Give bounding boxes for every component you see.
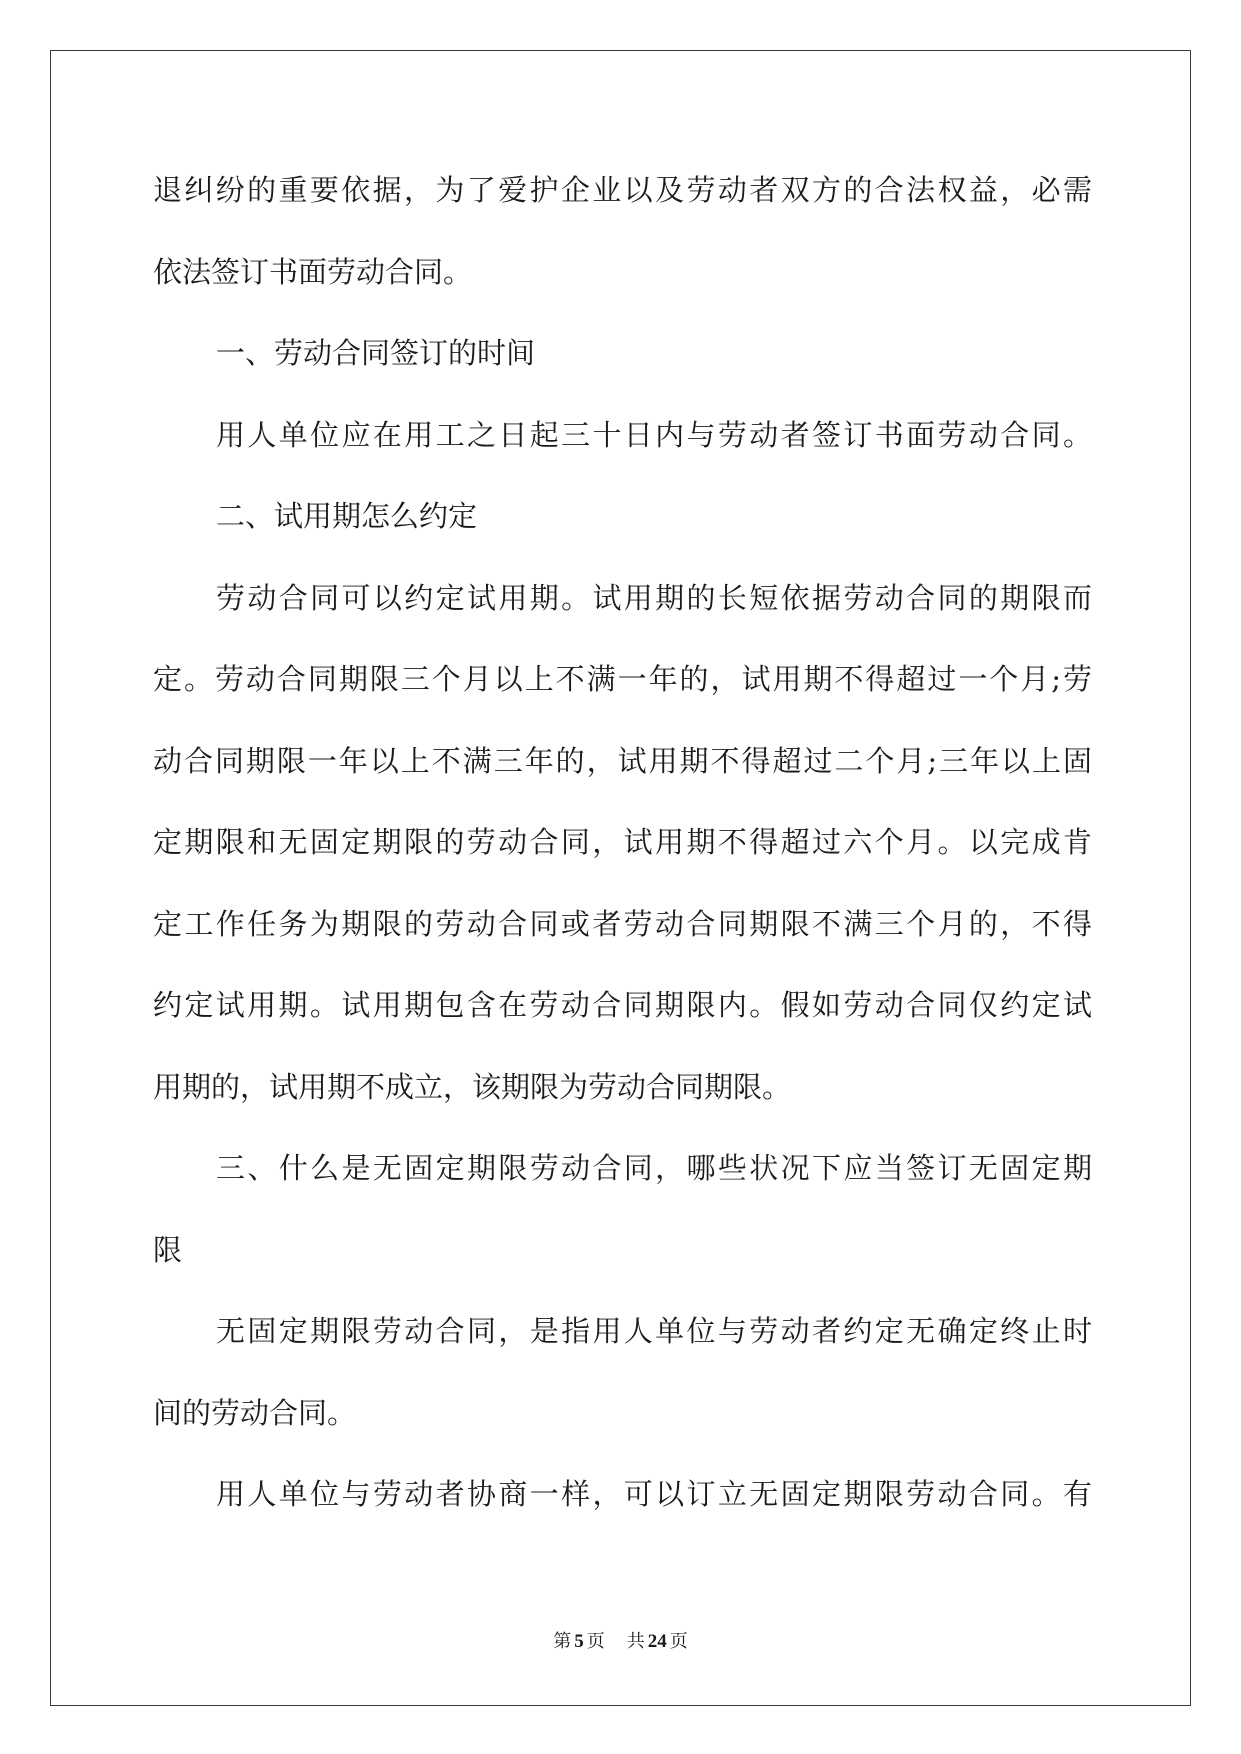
document-body (153, 150, 1092, 1536)
body-text-line: 退纠纷的重要依据，为了爱护企业以及劳动者双方的合法权益，必需 (153, 173, 1092, 207)
current-page-number: 5 (574, 1631, 584, 1652)
body-text-line: 依法签订书面劳动合同。 (153, 254, 473, 289)
page-footer (0, 1628, 1241, 1656)
body-text-line: 无固定期限劳动合同，是指用人单位与劳动者约定无确定终止时 (216, 1314, 1092, 1348)
body-text-line: 动合同期限一年以上不满三年的，试用期不得超过二个月;三年以上固 (153, 743, 1092, 778)
body-text-line: 定工作任务为期限的劳动合同或者劳动合同期限不满三个月的，不得 (153, 906, 1092, 941)
body-text-line: 用期的，试用期不成立，该期限为劳动合同期限。 (153, 1069, 792, 1104)
body-text-line: 用人单位应在用工之日起三十日内与劳动者签订书面劳动合同。 (216, 417, 1092, 452)
total-pages-prefix: 共 (626, 1631, 645, 1652)
page-number-suffix: 页 (586, 1631, 605, 1652)
body-text-line: 定期限和无固定期限的劳动合同，试用期不得超过六个月。以完成肯 (153, 825, 1092, 859)
section-heading-1: 一、劳动合同签订的时间 (216, 336, 536, 370)
body-text-line: 劳动合同可以约定试用期。试用期的长短依据劳动合同的期限而 (216, 580, 1092, 615)
body-text-line: 间的劳动合同。 (153, 1395, 357, 1430)
total-pages-suffix: 页 (669, 1631, 688, 1652)
section-heading-3: 三、什么是无固定期限劳动合同，哪些状况下应当签订无固定期 (216, 1151, 1092, 1185)
section-heading-3-continued: 限 (153, 1232, 183, 1267)
total-pages-number: 24 (647, 1631, 667, 1652)
body-text-line: 定。劳动合同期限三个月以上不满一年的，试用期不得超过一个月;劳 (153, 662, 1092, 696)
body-text-line: 用人单位与劳动者协商一样，可以订立无固定期限劳动合同。有 (216, 1477, 1092, 1511)
body-text-line: 约定试用期。试用期包含在劳动合同期限内。假如劳动合同仅约定试 (153, 988, 1092, 1022)
page-number-prefix: 第 (553, 1631, 572, 1652)
section-heading-2: 二、试用期怎么约定 (216, 499, 478, 533)
